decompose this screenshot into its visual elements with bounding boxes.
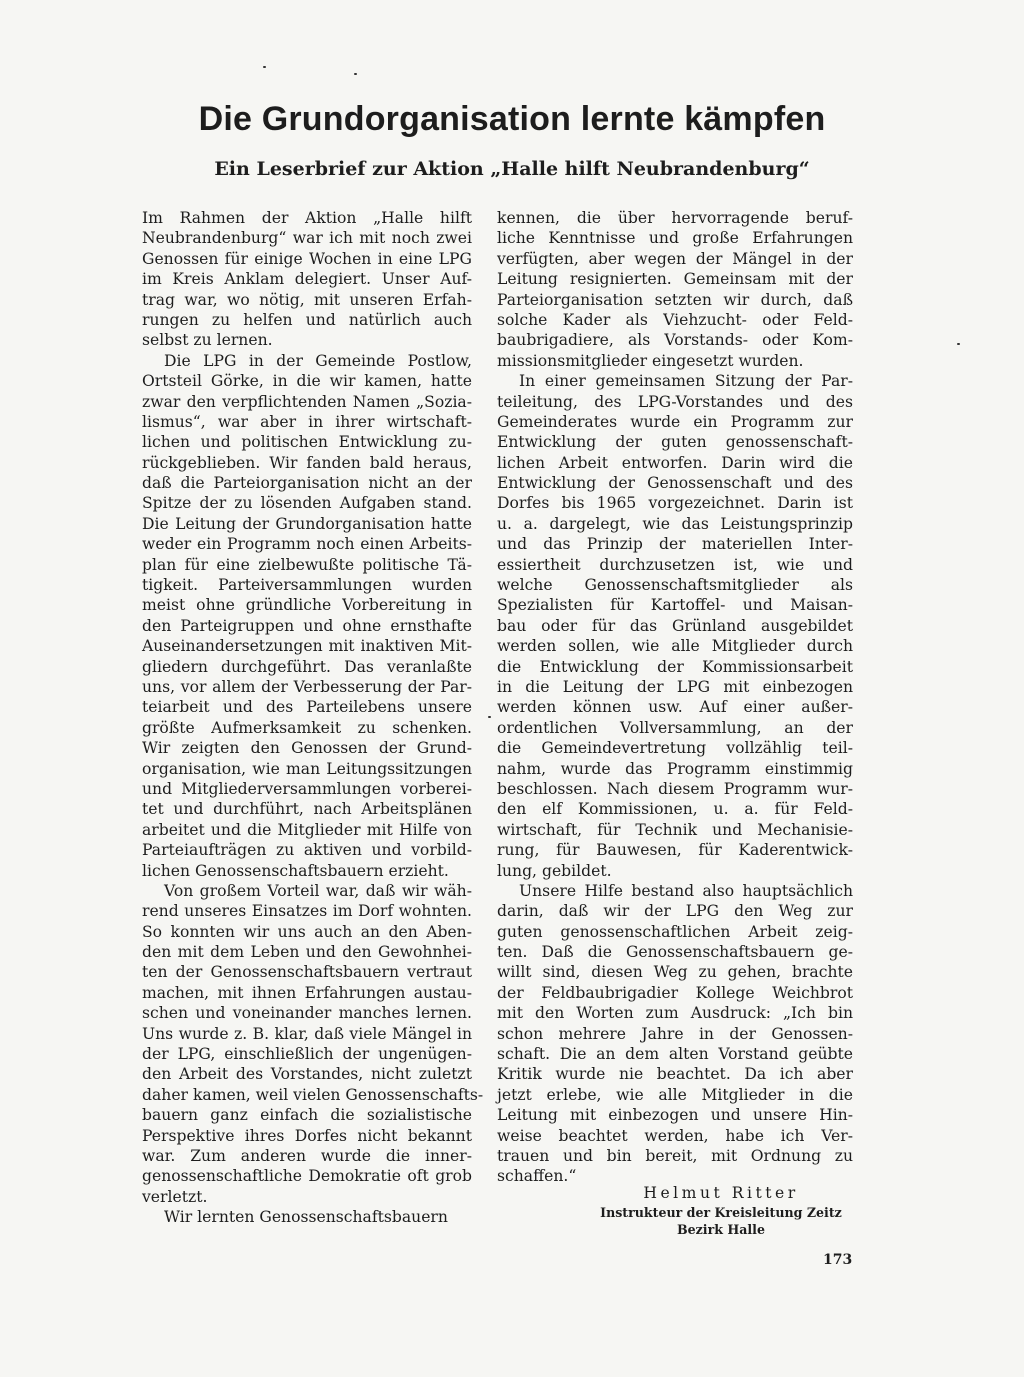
text-line: gliedern durchgeführt. Das veranlaßte (142, 657, 472, 676)
text-line: baubrigadiere, als Vorstands- oder Kom- (497, 331, 853, 350)
text-line: Neubrandenburg“ war ich mit noch zwei (142, 229, 472, 248)
left-column (142, 208, 484, 1228)
text-line: rückgeblieben. Wir fanden bald heraus, (142, 453, 472, 472)
text-line: plan für eine zielbewußte politische Tä- (142, 555, 472, 574)
article-title: Die Grundorganisation lernte kämpfen (198, 100, 826, 138)
text-line: trag war, wo nötig, mit unseren Erfah- (142, 290, 472, 309)
text-line: u. a. dargelegt, wie das Leistungsprinzip (497, 514, 853, 533)
text-line: Im Rahmen der Aktion „Halle hilft (142, 209, 472, 227)
right-column (497, 208, 853, 1187)
text-line: ordentlichen Vollversammlung, an der (497, 718, 853, 737)
text-line: den Arbeit des Vorstandes, nicht zuletzt (142, 1065, 472, 1084)
text-line: Parteiaufträgen zu aktiven und vorbild- (142, 841, 472, 860)
author-role: Instrukteur der Kreisleitung Zeitz (600, 1205, 842, 1220)
text-line: uns, vor allem der Verbesserung der Par- (142, 677, 472, 696)
text-line: tet und durchführt, nach Arbeitsplänen (142, 800, 472, 819)
text-line: Ortsteil Görke, in die wir kamen, hatte (142, 372, 472, 391)
scan-speck (488, 716, 491, 718)
text-line: ten der Genossenschaftsbauern vertraut (142, 963, 472, 982)
text-line: Die LPG in der Gemeinde Postlow, (164, 351, 472, 370)
text-line: rend unseres Einsatzes im Dorf wohnten. (142, 902, 472, 921)
text-line: darin, daß wir der LPG den Weg zur (497, 902, 853, 921)
text-line: schen und voneinander manches lernen. (142, 1004, 472, 1023)
text-line: In einer gemeinsamen Sitzung der Par- (519, 372, 853, 391)
text-line: in die Leitung der LPG mit einbezogen (497, 677, 853, 696)
text-line: Kritik wurde nie beachtet. Da ich aber (497, 1065, 853, 1084)
text-line: im Kreis Anklam delegiert. Unser Auf- (142, 270, 472, 289)
text-line: ten. Daß die Genossenschaftsbauern ge- (497, 943, 853, 962)
scan-speck (263, 66, 266, 68)
text-line: die Entwicklung der Kommissionsarbeit (497, 657, 853, 676)
text-line: missionsmitglieder eingesetzt wurden. (497, 351, 804, 370)
text-line: Entwicklung der Genossenschaft und des (497, 474, 853, 493)
text-line: beschlossen. Nach diesem Programm wur- (497, 779, 853, 798)
text-line: bauern ganz einfach die sozialistische (142, 1106, 472, 1125)
author-name: Helmut Ritter (643, 1184, 799, 1202)
text-line: jetzt erlebe, wie alle Mitglieder in die (497, 1085, 853, 1104)
text-line: wirtschaft, für Technik und Mechanisie- (497, 820, 853, 839)
text-line: lichen Arbeit entworfen. Darin wird die (497, 453, 853, 472)
text-line: Auseinandersetzungen mit inaktiven Mit- (142, 637, 472, 656)
text-line: daß die Parteiorganisation nicht an der (142, 474, 472, 493)
text-line: guten genossenschaftlichen Arbeit zeig- (497, 922, 853, 941)
text-line: schaft. Die an dem alten Vorstand geübte (497, 1045, 853, 1064)
text-line: lismus“, war aber in ihrer wirtschaft- (142, 412, 472, 431)
text-line: teiarbeit und des Parteilebens unsere (142, 698, 472, 717)
article-subtitle: Ein Leserbrief zur Aktion „Halle hilft Neubrandenburg“ (214, 158, 810, 180)
text-line: lichen Genossenschaftsbauern erzieht. (142, 861, 449, 880)
text-line: mit den Worten zum Ausdruck: „Ich bin (497, 1004, 853, 1023)
text-line: genossenschaftliche Demokratie oft grob (142, 1167, 472, 1186)
text-line: tigkeit. Parteiversammlungen wurden (142, 576, 472, 595)
text-line: Perspektive ihres Dorfes nicht bekannt (142, 1126, 472, 1145)
text-line: essiertheit durchzusetzen ist, wie und (497, 555, 853, 574)
text-line: verfügten, aber wegen der Mängel in der (497, 249, 853, 268)
page-number: 173 (823, 1252, 853, 1268)
text-line: Dorfes bis 1965 vorgezeichnet. Darin ist (497, 494, 853, 513)
text-line: verletzt. (142, 1187, 208, 1206)
text-line: schon mehrere Jahre in der Genossen- (497, 1024, 853, 1043)
text-line: und das Prinzip der materiellen Inter- (497, 535, 853, 554)
text-line: Leitung mit einbezogen und unsere Hin- (497, 1106, 853, 1125)
text-line: Uns wurde z. B. klar, daß viele Mängel in (142, 1024, 472, 1043)
text-line: organisation, wie man Leitungssitzungen (142, 759, 472, 778)
text-line: zwar den verpflichtenden Namen „Sozia- (142, 392, 472, 411)
text-line: Parteiorganisation setzten wir durch, daß (497, 290, 853, 309)
text-line: teileitung, des LPG-Vorstandes und des (497, 392, 853, 411)
text-line: Spezialisten für Kartoffel- und Maisan- (497, 596, 853, 615)
text-line: den elf Kommissionen, u. a. für Feld- (497, 800, 853, 819)
text-line: kennen, die über hervorragende beruf- (497, 209, 853, 227)
text-line: Entwicklung der guten genossenschaft- (497, 433, 853, 452)
text-line: werden können usw. Auf einer außer- (497, 698, 853, 717)
text-line: Leitung resignierten. Gemeinsam mit der (497, 270, 853, 289)
text-line: Gemeinderates wurde ein Programm zur (497, 412, 853, 431)
author-district: Bezirk Halle (677, 1222, 765, 1237)
text-line: Spitze der zu lösenden Aufgaben stand. (142, 494, 472, 513)
text-line: den mit dem Leben und den Gewohnhei- (142, 943, 472, 962)
text-line: werden sollen, wie alle Mitglieder durch (497, 637, 853, 656)
text-line: rungen zu helfen und natürlich auch (142, 310, 472, 329)
text-line: arbeitet und die Mitglieder mit Hilfe von (142, 820, 472, 839)
scan-speck (354, 73, 357, 75)
text-line: und Mitgliederversammlungen vorberei- (142, 779, 472, 798)
text-line: die Gemeindevertretung vollzählig teil- (497, 739, 853, 758)
text-line: lung, gebildet. (497, 861, 612, 880)
text-line: den Parteigruppen und ohne ernsthafte (142, 616, 472, 635)
text-line: lichen und politischen Entwicklung zu- (142, 433, 472, 452)
text-line: solche Kader als Viehzucht- oder Feld- (497, 310, 853, 329)
text-line: Wir zeigten den Genossen der Grund- (142, 739, 472, 758)
text-line: war. Zum anderen wurde die inner- (142, 1146, 472, 1165)
text-line: So konnten wir uns auch an den Aben- (142, 922, 472, 941)
text-line: der Feldbaubrigadier Kollege Weichbrot (497, 983, 853, 1002)
text-line: meist ohne gründliche Vorbereitung in (142, 596, 472, 615)
text-line: selbst zu lernen. (142, 331, 273, 350)
text-line: trauen und bin bereit, mit Ordnung zu (497, 1146, 853, 1165)
text-line: daher kamen, weil vielen Genossenschafts- (142, 1085, 484, 1104)
text-line: machen, mit ihnen Erfahrungen austau- (142, 983, 472, 1002)
text-line: liche Kenntnisse und große Erfahrungen (497, 229, 853, 248)
text-line: weder ein Programm noch einen Arbeits- (142, 535, 472, 554)
text-line: der LPG, einschließlich der ungenügen- (142, 1045, 472, 1064)
scan-speck (957, 343, 960, 345)
text-line: bau oder für das Grünland ausgebildet (497, 616, 853, 635)
text-line: nahm, wurde das Programm einstimmig (497, 759, 853, 778)
text-line: Wir lernten Genossenschaftsbauern (164, 1208, 448, 1227)
signature-block (590, 1184, 852, 1238)
text-line: Genossen für einige Wochen in eine LPG (142, 249, 472, 268)
text-line: Die Leitung der Grundorganisation hatte (142, 514, 472, 533)
text-line: welche Genossenschaftsmitglieder als (497, 576, 853, 595)
text-line: schaffen.“ (497, 1167, 577, 1186)
text-line: weise beachtet werden, habe ich Ver- (497, 1126, 853, 1145)
text-line: rung, für Bauwesen, für Kaderentwick- (497, 841, 853, 860)
text-line: größte Aufmerksamkeit zu schenken. (142, 718, 472, 737)
text-line: Unsere Hilfe bestand also hauptsächlich (519, 881, 853, 900)
text-line: willt sind, diesen Weg zu gehen, brachte (497, 963, 853, 982)
text-line: Von großem Vorteil war, daß wir wäh- (164, 881, 472, 900)
